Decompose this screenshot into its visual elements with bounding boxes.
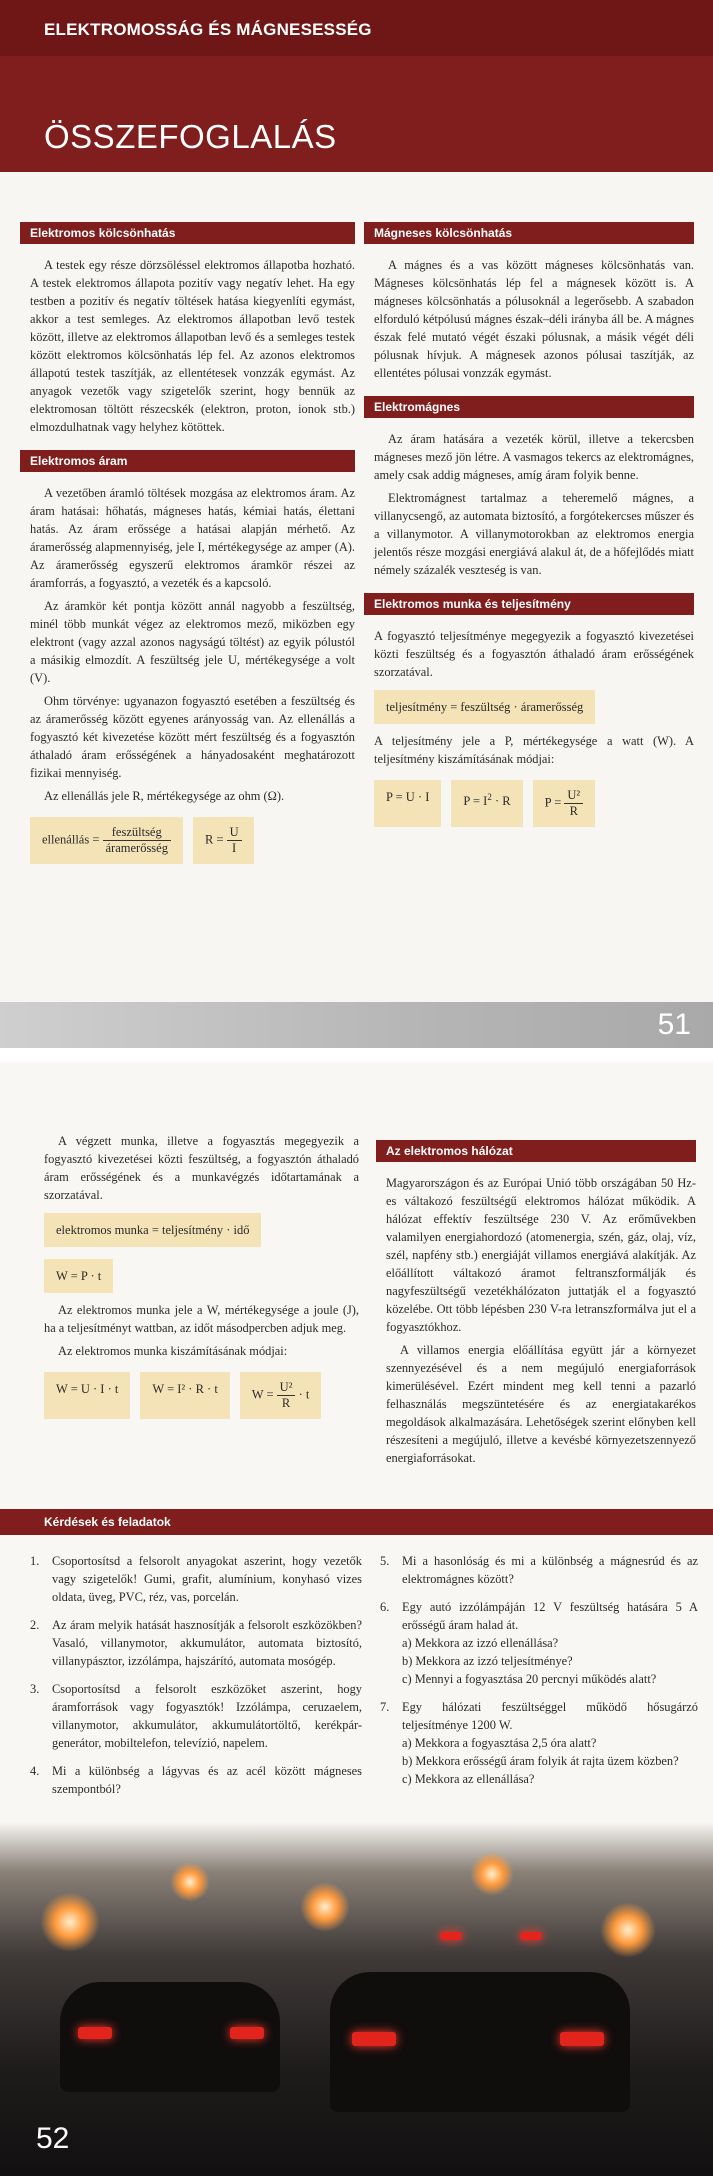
page-number: 51 <box>657 1008 691 1041</box>
work-formulas <box>44 1368 359 1427</box>
tail-light <box>560 2032 604 2046</box>
page-number: 52 <box>36 2122 70 2155</box>
questions-title: Kérdések és feladatok <box>44 1515 171 1529</box>
right-column <box>374 222 694 843</box>
paragraph: Az elektromos munka jele a W, mértékegysége a joule (J), ha a teljesítményt wattban, az időt másodpercben adjuk meg. <box>44 1303 359 1335</box>
question-text: Mi a hasonlóság és mi a különbség a mágnesrúd és az elektromágnes között? <box>402 1554 698 1586</box>
page-51 <box>0 0 713 1048</box>
sub-question-list <box>402 1634 698 1688</box>
paragraph: Magyarországon és az Európai Unió több országában 50 Hz-es váltakozó feszültségű elektromos hálózat működik. A hálózat effektív feszültsége 230 V. Az erőművekben valamilyen energiahordozó (atomenergia, szén, gáz, olaj, víz, szél, napfény stb.) energiáját villamos energiává alakítják. Az előállított váltakozó áramot feltranszformálják és nagyfeszültségű vezetékhálózaton juttatják el a fogyasztó közelébe. Ott több lépésben 230 V-ra letranszformálva jut el a fogyasztókhoz. <box>386 1176 696 1334</box>
formula-work-words: elektromos munka = teljesítmény · idő <box>44 1213 261 1247</box>
paragraph: A teljesítmény jele a P, mértékegysége a watt (W). A teljesítmény kiszámításának módjai: <box>374 734 694 766</box>
sub-question-list <box>402 1734 698 1788</box>
resistance-formulas <box>30 813 355 872</box>
footer-strip <box>0 1002 713 1048</box>
paragraph: Az elektromos munka kiszámításának módjai: <box>58 1344 288 1358</box>
header-band <box>0 0 713 172</box>
question-number: 1. <box>30 1554 40 1568</box>
question-text: Az áram melyik hatását hasznosítják a felsorolt eszközökben? Vasaló, villanymotor, akkumulátor, automata biztosító, villanypásztor, izzólámpa, hajszárító, automata mosógép. <box>52 1618 362 1668</box>
fraction: $\frac{\text{U²}}{R}$ <box>564 788 583 819</box>
street-light <box>600 1902 656 1958</box>
paragraph: Az áramkör két pontja között annál nagyobb a feszültség, minél több munkát végez az elektromos mező, miközben egy elektront (vagy azzal azonos nagyságú töltést) az egyik pólustól a másikig elmozdít. A feszültség jele U, mértékegysége a volt (V). <box>30 599 355 685</box>
page-gap <box>0 1048 713 1062</box>
formula-power-words: teljesítmény = feszültség · áramerősség <box>374 690 595 724</box>
street-light <box>300 1882 350 1932</box>
question-item <box>30 1762 362 1798</box>
paragraph: Elektromágnest tartalmaz a teheremelő mágnes, a villanycsengő, az automata biztosító, a forgótekercses műszer és a villanymotor. A villanymotorokban az elektromos energia jelentős része mozgási energiává alakul át, de a hőfejlődés miatt némely százalék veszteség is van. <box>374 491 694 577</box>
question-list <box>30 1552 362 1798</box>
sub-question: c) Mekkora az ellenállása? <box>402 1772 535 1786</box>
heading-work-and-power: Elektromos munka és teljesítmény <box>364 593 694 615</box>
questions-left <box>30 1552 362 1808</box>
street-light <box>470 1852 514 1896</box>
paragraph: Az ellenállás jele R, mértékegysége az ohm (Ω). <box>44 789 285 803</box>
question-number: 7. <box>380 1700 390 1714</box>
question-text: Mi a különbség a lágyvas és az acél között mágneses szempontból? <box>52 1764 362 1796</box>
heading-magnetic-interaction: Mágneses kölcsönhatás <box>364 222 694 244</box>
question-item <box>380 1698 698 1788</box>
tail-light <box>352 2032 396 2046</box>
paragraph: A fogyasztó teljesítménye megegyezik a fogyasztó kivezetései közti feszültség és a fogyasztón áthaladó áram erősségének szorzatával. <box>374 629 694 679</box>
fraction: $\frac{U}{I}$ <box>227 825 242 856</box>
street-light <box>40 1892 100 1952</box>
sub-question: b) Mekkora erősségű áram folyik át rajta üzem közben? <box>402 1754 679 1768</box>
question-text: Csoportosítsd a felsorolt anyagokat aszerint, hogy vezetők vagy szigetelők! Gumi, grafit, alumínium, konyhasó vizes oldata, üveg, PVC, réz, vas, porcelán. <box>52 1554 362 1604</box>
paragraph: A mágnes és a vas között mágneses kölcsönhatás van. Mágneses kölcsönhatás lép fel a mágnesek között is. A mágneses kölcsönhatás a pólusoknál a legerősebb. A szabadon elforduló kétpólusú mágnes észak–déli irányba áll be. A mágnes észak felé mutató végét északi pólusnak, a másik végét déli pólusnak hívjuk. A mágnesek azonos pólusai taszítják, az ellentétes pólusai vonzzák egymást. <box>374 258 694 380</box>
questions-bar <box>0 1509 713 1535</box>
question-number: 5. <box>380 1554 390 1568</box>
fraction: $\frac{\text{feszültség}}{\text{áramerősség}}$ <box>103 825 171 856</box>
sub-question: a) Mekkora az izzó ellenállása? <box>402 1636 559 1650</box>
question-item <box>380 1552 698 1588</box>
question-number: 6. <box>380 1600 390 1614</box>
heading-electric-current: Elektromos áram <box>20 450 355 472</box>
paragraph: Az áram hatására a vezeték körül, illetve a tekercsben mágneses mező jön létre. A vasmagos tekercs az elektromágnes, amely csak addig mágneses, amíg áram folyik benne. <box>374 432 694 482</box>
heading-electromagnet: Elektromágnes <box>364 396 694 418</box>
formula-work-power: W = P · t <box>44 1259 113 1293</box>
sub-question: c) Mennyi a fogyasztása 20 percnyi működés alatt? <box>402 1672 657 1686</box>
questions-right <box>380 1552 698 1798</box>
left-column <box>44 1132 359 1435</box>
question-number: 2. <box>30 1618 40 1632</box>
formula-power-2: $P = I^2 \cdot R$ <box>451 780 522 827</box>
left-column <box>30 222 355 880</box>
tail-light <box>78 2027 112 2039</box>
question-text: Csoportosítsd a felsorolt eszközöket aszerint, hogy áramforrások vagy fogyasztók! Izzólámpa, ceruzaelem, villanymotor, akkumulátor, akkumulátortöltő, kerékpár-generátor, mobiltelefon, televízió, napelem. <box>52 1682 362 1750</box>
night-traffic-photo <box>0 1822 713 2176</box>
paragraph: Ohm törvénye: ugyanazon fogyasztó esetében a feszültség és az áramerősség között egyenes arányosság van. Az ellenállás a fogyasztó két kivezetése között mért feszültség és a fogyasztón áthaladó áram erősségének a hányadosaként meghatározott fizikai mennyiség. <box>30 694 355 780</box>
question-number: 4. <box>30 1764 40 1778</box>
section-label: ELEKTROMOSSÁG ÉS MÁGNESESSÉG <box>44 20 372 39</box>
question-item <box>380 1598 698 1688</box>
question-item <box>30 1616 362 1670</box>
tail-light <box>440 1932 462 1940</box>
power-formulas <box>374 776 694 835</box>
formula-resistance-symbols: R = $\frac{U}{I}$ <box>193 817 254 864</box>
heading-electric-network: Az elektromos hálózat <box>376 1140 696 1162</box>
page-title: ÖSSZEFOGLALÁS <box>44 118 337 155</box>
paragraph: A testek egy része dörzsöléssel elektromos állapotba hozható. A testek elektromos állapota pozitív vagy negatív lehet. Ha egy testben a pozitív és negatív töltések hatása kiegyenlíti egymást, akkor a test semleges. Az elektromos állapotban levő testek között, illetve az elektromos állapotban levő és a semleges testek között elektromos kölcsönhatás lép fel. Az azonos elektromos állapotú testek taszítják, az ellentétesek vonzzák egymást. Az anyagok vezetők vagy szigetelők szerint, hogy bennük az elektromosan töltött részecskék (elektron, proton, ionok stb.) elmozdulhatnak vagy helyhez kötöttek. <box>30 258 355 434</box>
formula-work-3: W = $\frac{\text{U²}}{R}$ · t <box>240 1372 322 1419</box>
formula-resistance-words: ellenállás = $\frac{\text{feszültség}}{\text{áramerősség}}$ <box>30 817 183 864</box>
tail-light <box>520 1932 542 1940</box>
paragraph: A villamos energia előállítása együtt jár a környezet szennyezésével és a nem megújuló energiaforrások kimerülésével. Ezért mindent meg kell tenni a pazarló felhasználás megszüntetésére és az energiatakarékos megoldások alkalmazására. Lehetőségek szerint előnyben kell részesíteni a megújuló, illetve a kevésbé környezetszennyező energiaforrásokat. <box>386 1343 696 1465</box>
tail-light <box>230 2027 264 2039</box>
paragraph: A vezetőben áramló töltések mozgása az elektromos áram. Az áram hatásai: hőhatás, mágneses hatás, kémiai hatás, élettani hatás. Az áram erőssége a hatásai alapján mérhető. Az áramerősség alapmennyiség, jele I, mértékegysége az amper (A). Az áramerősség egyszerű elektromos áramkör részei az áramforrás, a fogyasztó, a vezeték és a kapcsoló. <box>30 486 355 590</box>
question-item <box>30 1680 362 1752</box>
street-light <box>170 1862 210 1902</box>
question-item <box>30 1552 362 1606</box>
formula-power-3: P = $\frac{\text{U²}}{R}$ <box>533 780 596 827</box>
question-list <box>380 1552 698 1788</box>
formula-work-2: W = I² · R · t <box>140 1372 229 1419</box>
sub-question: b) Mekkora az izzó teljesítménye? <box>402 1654 573 1668</box>
page-52 <box>0 1062 713 2176</box>
question-number: 3. <box>30 1682 40 1696</box>
paragraph: A végzett munka, illetve a fogyasztás megegyezik a fogyasztó kivezetései közti feszültség, a fogyasztón áthaladó áram erősségének és a munkavégzés időtartamának a szorzatával. <box>44 1134 359 1202</box>
formula-work-1: W = U · I · t <box>44 1372 130 1419</box>
heading-electric-interaction: Elektromos kölcsönhatás <box>20 222 355 244</box>
fraction: $\frac{\text{U²}}{R}$ <box>277 1380 296 1411</box>
formula-power-1: P = U · I <box>374 780 441 827</box>
sub-question: a) Mekkora a fogyasztása 2,5 óra alatt? <box>402 1736 597 1750</box>
question-text: Egy autó izzólámpáján 12 V feszültség hatására 5 A erősségű áram halad át. <box>402 1600 698 1632</box>
right-column <box>386 1140 696 1472</box>
question-text: Egy hálózati feszültséggel működő hősugárzó teljesítménye 1200 W. <box>402 1700 698 1732</box>
